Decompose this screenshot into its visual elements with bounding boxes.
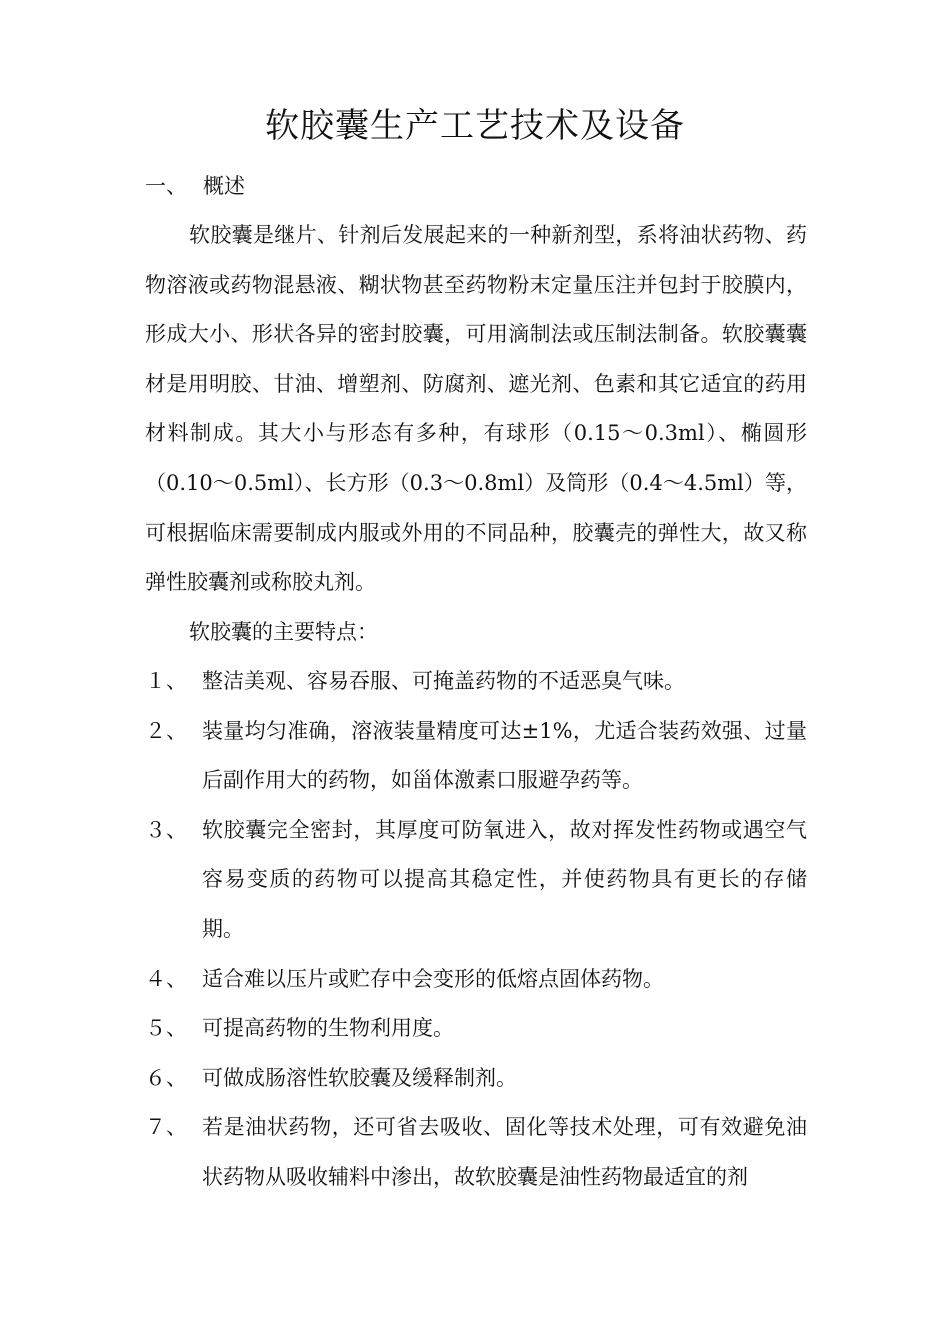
list-item-text: 整洁美观、容易吞服、可掩盖药物的不适恶臭气味。: [202, 669, 685, 693]
features-heading: 软胶囊的主要特点：: [189, 620, 378, 644]
list-item-number: ６、: [145, 1065, 187, 1090]
section-heading: [145, 165, 245, 207]
list-item: [145, 1054, 807, 1104]
list-item-text: 适合难以压片或贮存中会变形的低熔点固体药物。: [202, 966, 664, 991]
list-item-text: 软胶囊完全密封，其厚度可防氧进入，故对挥发性药物或遇空气容易变质的药物可以提高其稳定性，并使药物具有更长的存储期。: [202, 817, 807, 941]
list-item-text: 装量均匀准确，溶液装量精度可达±1%，尤适合装药效强、过量后副作用大的药物，如甾体激素口服避孕药等。: [202, 718, 807, 793]
section-number: 一、: [145, 174, 187, 198]
list-item-text: 可提高药物的生物利用度。: [202, 1016, 454, 1041]
list-item-number: ７、: [145, 1115, 187, 1140]
list-item-text: 可做成肠溶性软胶囊及缓释制剂。: [202, 1065, 517, 1090]
list-item-number: ４、: [145, 966, 187, 991]
list-item-number: １、: [145, 669, 187, 693]
intro-paragraph: 软胶囊是继片、针剂后发展起来的一种新剂型，系将油状药物、药物溶液或药物混悬液、糊状物甚至药物粉末定量压注并包封于胶膜内，形成大小、形状各异的密封胶囊，可用滴制法或压制法制备。软胶囊囊材是用明胶、甘油、增塑剂、防腐剂、遮光剂、色素和其它适宜的药用材料制成。其大小与形态有多种，有球形（0.15～0.3ml）、椭圆形（0.10～0.5ml）、长方形（0.3～0.8ml）及筒形（0.4～4.5ml）等，可根据临床需要制成内服或外用的不同品种，胶囊壳的弹性大，故又称弹性胶囊剂或称胶丸剂。: [145, 223, 807, 595]
list-item: [145, 707, 807, 806]
list-item: [145, 806, 807, 955]
list-item: [145, 955, 807, 1005]
document-title: 软胶囊生产工艺技术及设备: [265, 106, 685, 146]
list-item-number: ５、: [145, 1016, 187, 1041]
list-item-number: ３、: [145, 817, 187, 842]
features-list: [145, 657, 807, 1203]
section-title: 概述: [203, 174, 245, 198]
list-item: [145, 1103, 807, 1202]
list-item-number: ２、: [145, 718, 187, 743]
list-item-text: 若是油状药物，还可省去吸收、固化等技术处理，可有效避免油状药物从吸收辅料中渗出，故软胶囊是油性药物最适宜的剂: [202, 1115, 807, 1189]
list-item: [145, 1004, 807, 1054]
list-item: [145, 657, 807, 707]
